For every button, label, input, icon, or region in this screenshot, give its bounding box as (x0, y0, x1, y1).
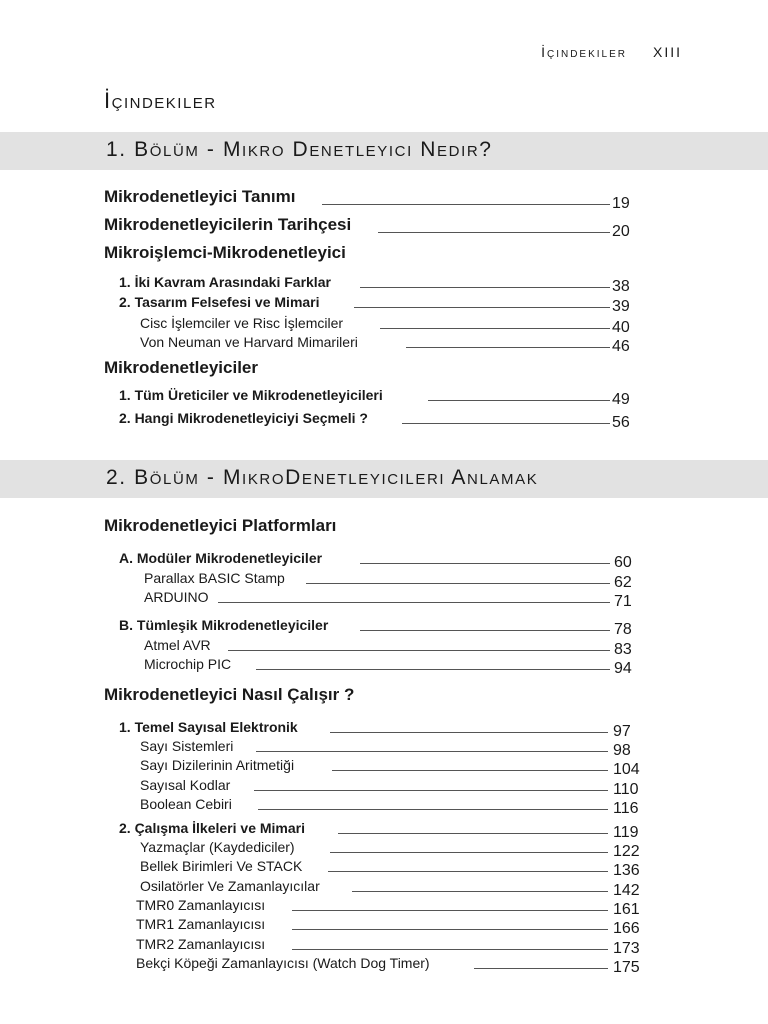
toc-entry-page: 71 (614, 593, 632, 610)
toc-entry-page: 119 (613, 824, 639, 841)
toc-entry (0, 187, 768, 212)
toc-entry-label: Mikrodenetleyici Platformları (104, 516, 337, 535)
leader-line (256, 669, 610, 670)
leader-line (352, 891, 608, 892)
toc-entry-label: Boolean Cebiri (140, 796, 232, 812)
leader-line (258, 809, 608, 810)
leader-line (378, 232, 610, 233)
toc-entry-label: Mikrodenetleyicilerin Tarihçesi (104, 215, 352, 234)
toc-entry-page: 175 (613, 959, 640, 976)
toc-entry-label: TMR1 Zamanlayıcısı (136, 916, 266, 932)
toc-entry (0, 546, 768, 571)
toc-entry (0, 358, 768, 380)
toc-entry-page: 166 (613, 920, 640, 937)
toc-entry (0, 215, 768, 240)
toc-entry (0, 330, 768, 355)
leader-line (360, 630, 610, 631)
toc-entry-page: 56 (612, 414, 630, 431)
toc-entry-page: 97 (613, 723, 631, 740)
toc-entry-page: 83 (614, 641, 632, 658)
toc-entry-page: 39 (612, 298, 630, 315)
toc-entry-label: Mikroişlemci-Mikrodenetleyici (104, 243, 346, 262)
toc-entry-label: Von Neuman ve Harvard Mimarileri (140, 334, 358, 350)
toc-entry-label: Sayı Sistemleri (140, 738, 234, 754)
leader-line (256, 751, 608, 752)
toc-entry-page: 104 (613, 761, 640, 778)
leader-line (360, 287, 610, 288)
toc-entry-page: 173 (613, 940, 640, 957)
toc-entry-page: 161 (613, 901, 640, 918)
toc-entry-page: 62 (614, 574, 632, 591)
leader-line (228, 650, 610, 651)
toc-entry-page: 122 (613, 843, 640, 860)
toc-entry-label: 1. Tüm Üreticiler ve Mikrodenetleyicileri (119, 387, 383, 403)
toc-entry-label: Mikrodenetleyici Nasıl Çalışır ? (104, 685, 355, 704)
toc-entry (0, 383, 768, 408)
leader-line (306, 583, 610, 584)
leader-line (292, 910, 608, 911)
toc-entry-label: Mikrodenetleyici Tanımı (104, 187, 296, 206)
toc-entry-label: Parallax BASIC Stamp (144, 570, 285, 586)
toc-entry-page: 136 (613, 862, 640, 879)
toc-entry-page: 110 (613, 781, 639, 798)
running-title: İçindekiler (541, 44, 627, 60)
toc-entry-page: 116 (613, 800, 639, 817)
toc-entry (0, 290, 768, 315)
toc-entry-label: Bekçi Köpeği Zamanlayıcısı (Watch Dog Timer) (136, 955, 430, 971)
toc-entry-label: 1. İki Kavram Arasındaki Farklar (119, 274, 331, 290)
toc-entry (0, 585, 768, 610)
toc-entry-page: 20 (612, 223, 630, 240)
leader-line (254, 790, 608, 791)
leader-line (474, 968, 608, 969)
toc-entry-label: TMR0 Zamanlayıcısı (136, 897, 266, 913)
toc-entry-label: Cisc İşlemciler ve Risc İşlemciler (140, 315, 344, 331)
leader-line (292, 949, 608, 950)
toc-entry-label: Yazmaçlar (Kaydediciler) (140, 839, 295, 855)
toc-entry (0, 406, 768, 431)
toc-entry-page: 78 (614, 621, 632, 638)
toc-entry (0, 270, 768, 295)
toc-entry-label: Microchip PIC (144, 656, 232, 672)
section-band-2 (0, 460, 768, 498)
toc-entry-page: 142 (613, 882, 640, 899)
leader-line (332, 770, 608, 771)
toc-entry-page: 49 (612, 391, 630, 408)
toc-entry (0, 243, 768, 265)
toc-entry (0, 652, 768, 677)
toc-entry (0, 753, 768, 778)
toc-entry-page: 40 (612, 319, 630, 336)
section-title: 2. Bölüm - MikroDenetleyicileri Anlamak (106, 466, 539, 489)
toc-entry (0, 951, 768, 976)
page-number: XIII (652, 44, 682, 60)
toc-entry-label: Bellek Birimleri Ve STACK (140, 858, 303, 874)
toc-entry-page: 60 (614, 554, 632, 571)
toc-entry (0, 516, 768, 538)
toc-entry-label: 2. Tasarım Felsefesi ve Mimari (119, 294, 320, 310)
leader-line (292, 929, 608, 930)
leader-line (402, 423, 610, 424)
toc-entry-label: Atmel AVR (144, 637, 211, 653)
toc-entry-label: 1. Temel Sayısal Elektronik (119, 719, 298, 735)
leader-line (354, 307, 610, 308)
toc-entry-label: TMR2 Zamanlayıcısı (136, 936, 266, 952)
leader-line (330, 852, 608, 853)
leader-line (330, 732, 608, 733)
leader-line (406, 347, 610, 348)
leader-line (328, 871, 608, 872)
toc-entry-label: A. Modüler Mikrodenetleyiciler (119, 550, 323, 566)
leader-line (338, 833, 608, 834)
toc-entry-page: 38 (612, 278, 630, 295)
toc-entry (0, 792, 768, 817)
leader-line (428, 400, 610, 401)
toc-entry-label: ARDUINO (144, 589, 209, 605)
leader-line (380, 328, 610, 329)
leader-line (322, 204, 610, 205)
toc-entry-label: 2. Hangi Mikrodenetleyiciyi Seçmeli ? (119, 410, 368, 426)
section-title: 1. Bölüm - Mikro Denetleyici Nedir? (106, 138, 493, 161)
toc-entry-page: 94 (614, 660, 632, 677)
toc-entry-label: 2. Çalışma İlkeleri ve Mimari (119, 820, 305, 836)
toc-entry-label: Sayı Dizilerinin Aritmetiği (140, 757, 295, 773)
toc-entry-page: 98 (613, 742, 631, 759)
page-title: İçindekiler (104, 88, 217, 113)
toc-entry-page: 46 (612, 338, 630, 355)
leader-line (360, 563, 610, 564)
toc-entry-page: 19 (612, 195, 630, 212)
toc-entry (0, 685, 768, 707)
toc-entry (0, 854, 768, 879)
toc-entry (0, 613, 768, 638)
toc-entry-label: Mikrodenetleyiciler (104, 358, 259, 377)
leader-line (218, 602, 610, 603)
toc-entry (0, 912, 768, 937)
toc-entry-label: Sayısal Kodlar (140, 777, 231, 793)
toc-entry-label: B. Tümleşik Mikrodenetleyiciler (119, 617, 329, 633)
toc-entry-label: Osilatörler Ve Zamanlayıcılar (140, 878, 320, 894)
section-band-1 (0, 132, 768, 170)
running-head (541, 44, 682, 60)
